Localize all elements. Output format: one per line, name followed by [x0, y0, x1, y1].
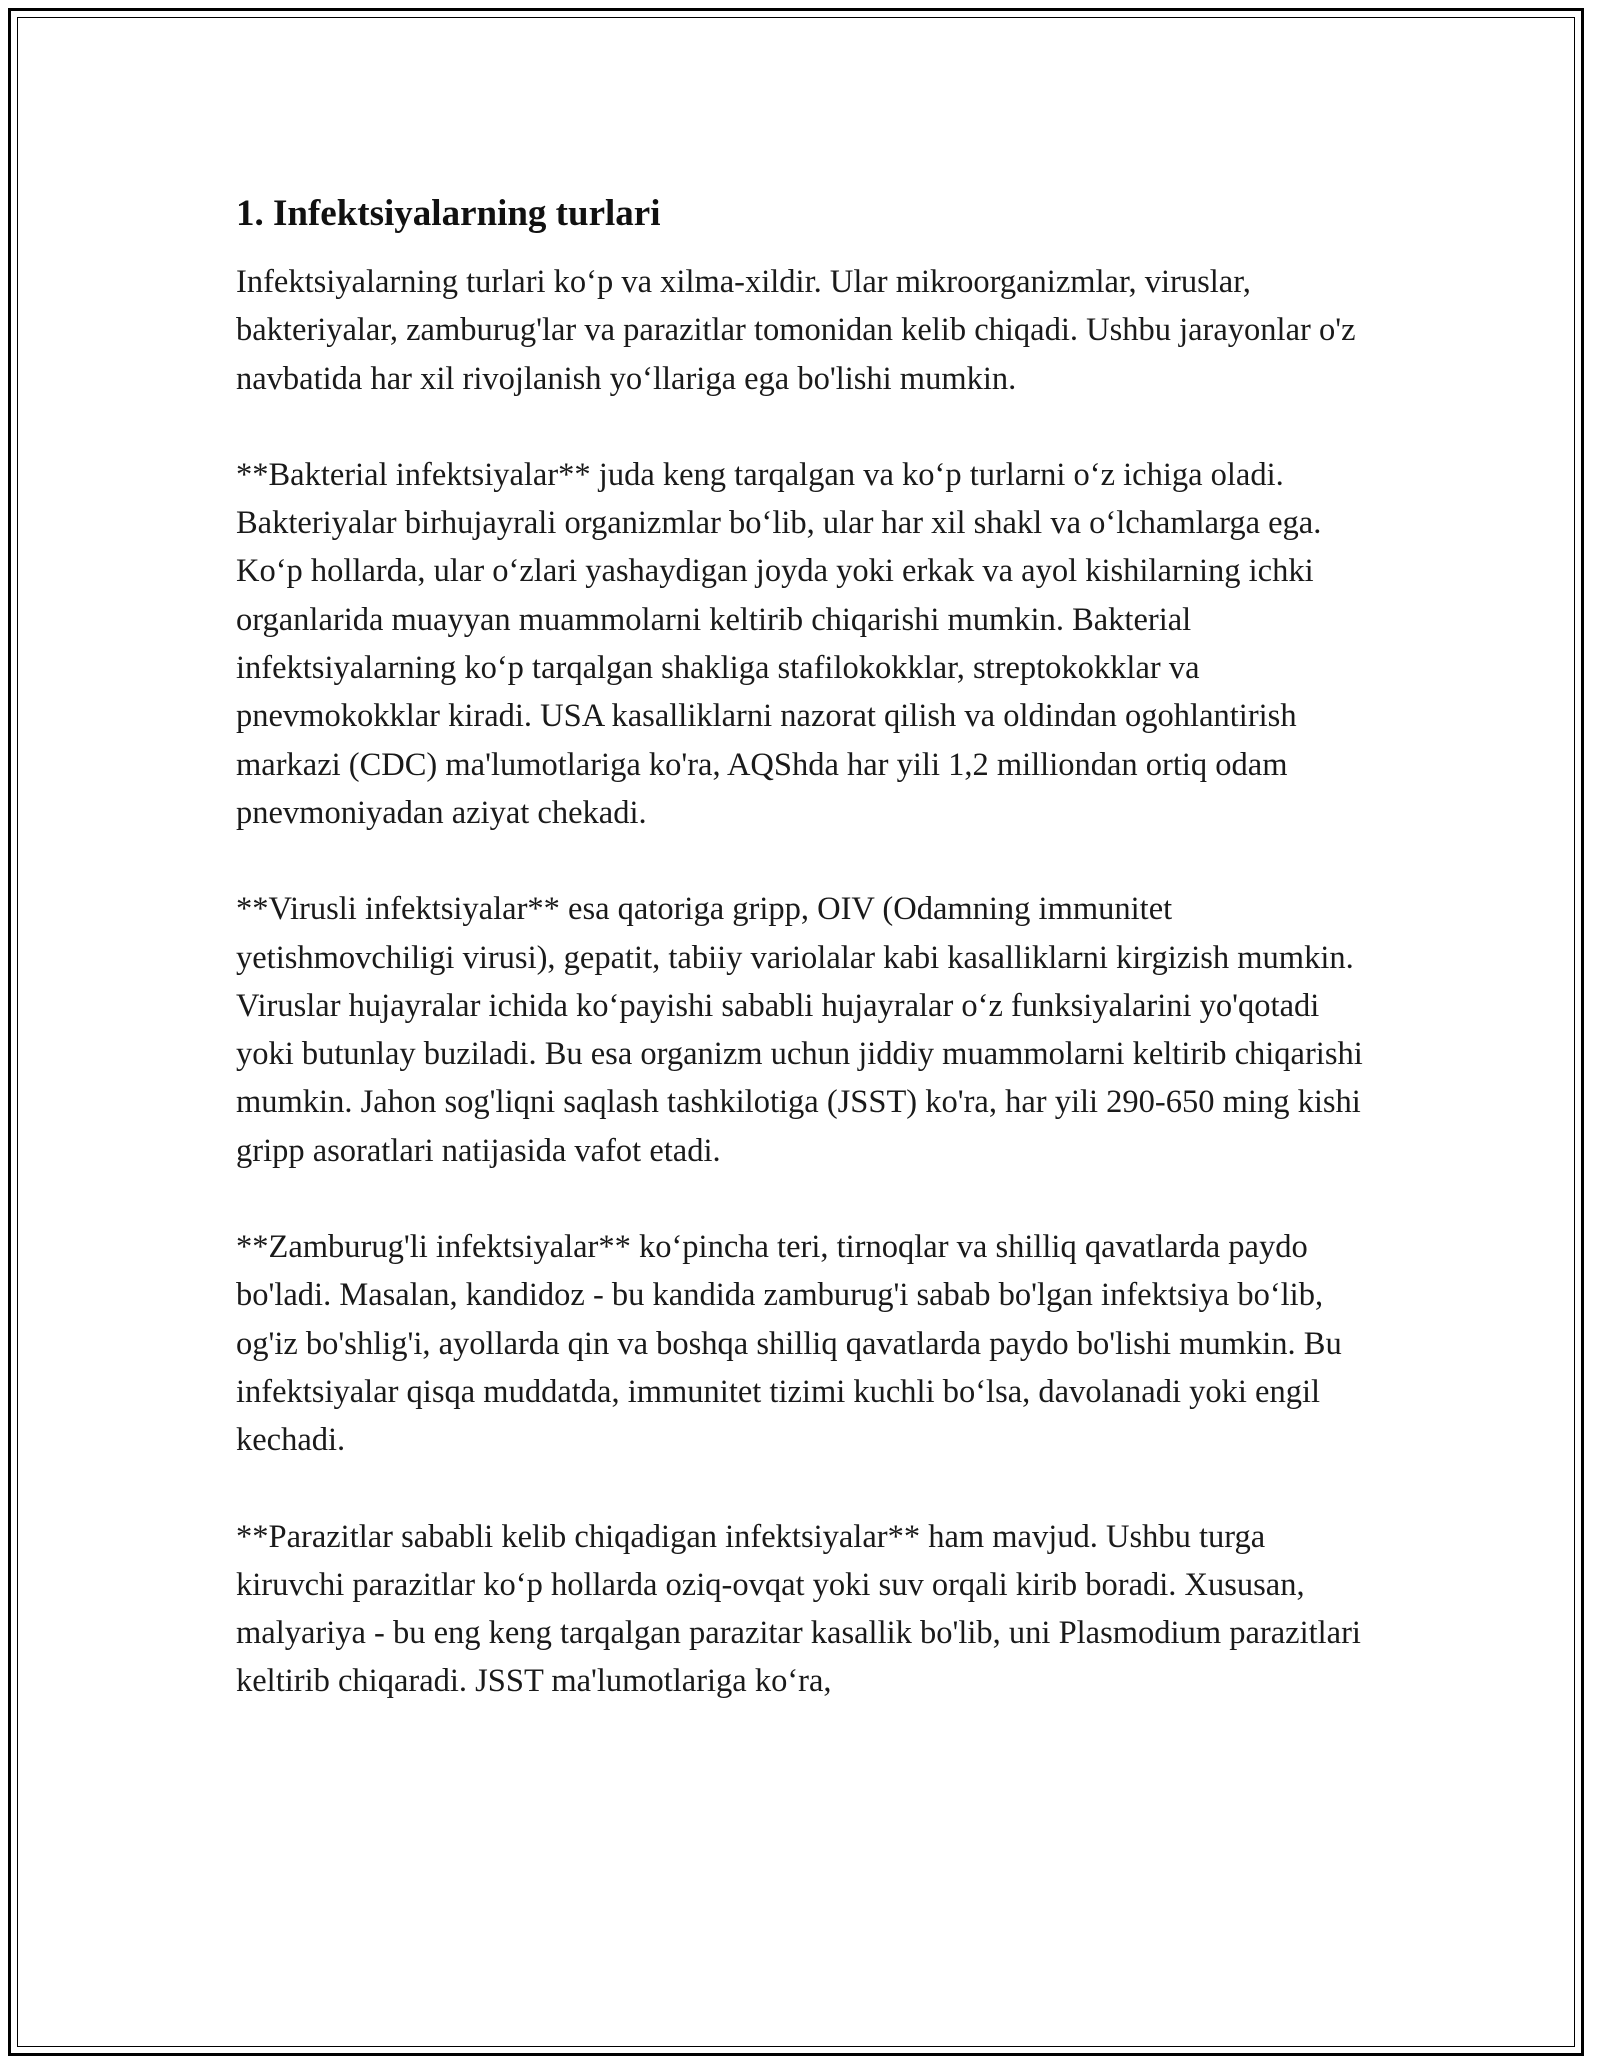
paragraph-bacterial: **Bakterial infektsiyalar** juda keng tarqalgan va ko‘p turlarni o‘z ichiga oladi. Bakteriyalar birhujayrali organizmlar bo‘lib, ular har xil shakl va o‘lchamlarga ega. Ko‘p hollarda, ular o‘zlari yashaydigan joyda yoki erkak va ayol kishilarning ichki organlarida muayyan muammolarni keltirib chiqarishi mumkin. Bakterial infektsiyalarning ko‘p tarqalgan shakliga stafilokokklar, streptokokklar va pnevmokokklar kiradi. USA kasalliklarni nazorat qilish va oldindan ogohlantirish markazi (CDC) ma'lumotlariga ko'ra, AQShda har yili 1,2 milliondan ortiq odam pnevmoniyadan aziyat chekadi. [236, 456, 1322, 831]
paragraph-intro: Infektsiyalarning turlari ko‘p va xilma-xildir. Ular mikroorganizmlar, viruslar, bakteriyalar, zamburug'lar va parazitlar tomonidan kelib chiqadi. Ushbu jarayonlar o'z navbatida har xil rivojlanish yo‘llariga ega bo'lishi mumkin. [236, 264, 1356, 397]
paragraph-parasitic: **Parazitlar sababli kelib chiqadigan infektsiyalar** ham mavjud. Ushbu turga kiruvchi parazitlar ko‘p hollarda oziq-ovqat yoki suv orqali kirib boradi. Xususan, malyariya - bu eng keng tarqalgan parazitar kasallik bo'lib, uni Plasmodium parazitlari keltirib chiqaradi. JSST ma'lumotlariga ko‘ra, [236, 1518, 1361, 1700]
paragraph-fungal: **Zamburug'li infektsiyalar** ko‘pincha teri, tirnoqlar va shilliq qavatlarda paydo bo'ladi. Masalan, kandidoz - bu kandida zamburug'i sabab bo'lgan infektsiya bo‘lib, og'iz bo'shlig'i, ayollarda qin va boshqa shilliq qavatlarda paydo bo'lishi mumkin. Bu infektsiyalar qisqa muddatda, immunitet tizimi kuchli bo‘lsa, davolanadi yoki engil kechadi. [236, 1229, 1342, 1459]
document-body [236, 188, 1376, 1754]
paragraph-viral: **Virusli infektsiyalar** esa qatoriga gripp, OIV (Odamning immunitet yetishmovchiligi virusi), gepatit, tabiiy variolalar kabi kasalliklarni kirgizish mumkin. Viruslar hujayralar ichida ko‘payishi sababli hujayralar o‘z funksiyalarini yo'qotadi yoki butunlay buziladi. Bu esa organizm uchun jiddiy muammolarni keltirib chiqarishi mumkin. Jahon sog'liqni saqlash tashkilotiga (JSST) ko'ra, har yili 290-650 ming kishi gripp asoratlari natijasida vafot etadi. [236, 891, 1363, 1169]
section-title: 1. Infektsiyalarning turlari [236, 193, 661, 234]
